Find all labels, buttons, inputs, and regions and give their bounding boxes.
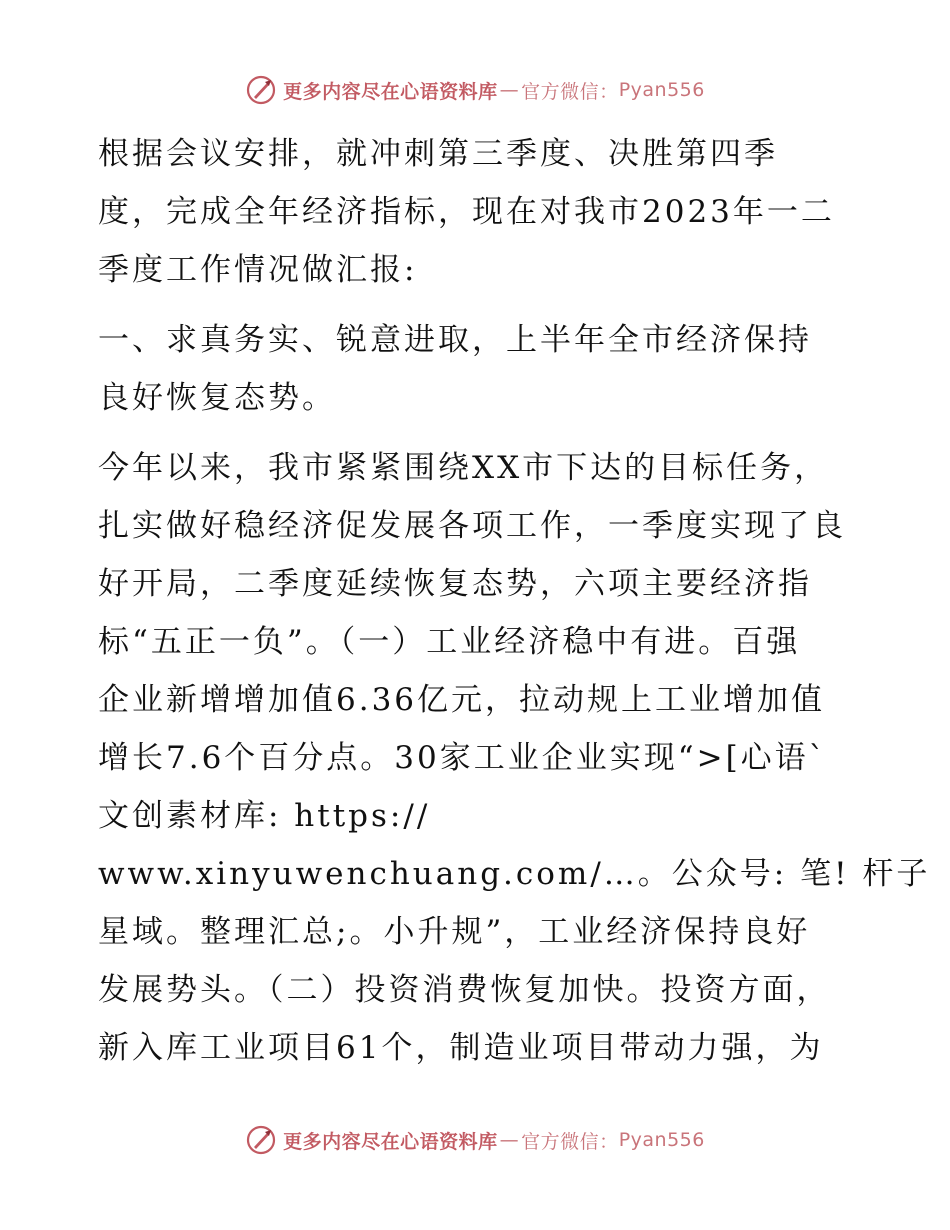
text-line: 发展势头。（二）投资消费恢复加快。投资方面， (98, 972, 831, 1008)
watermark-brand-text: 更多内容尽在心语资料库 (283, 1130, 498, 1153)
footer-watermark-banner (0, 1120, 950, 1160)
text-line: www.xinyuwenchuang.com/…。公众号: 笔! 杆子 (98, 856, 931, 892)
text-line: 标“五正一负”。（一）工业经济稳中有进。百强 (98, 624, 801, 660)
text-line: 好开局，二季度延续恢复态势，六项主要经济指 (98, 566, 812, 602)
text-line: 今年以来，我市紧紧围绕XX市下达的目标任务， (98, 450, 829, 486)
text-line: 扎实做好稳经济促发展各项工作，一季度实现了良 (98, 508, 846, 544)
watermark-contact-handle: Pyan556 (618, 79, 705, 101)
paragraph-body (98, 439, 931, 1077)
watermark-contact-label: 官方微信： (521, 1130, 619, 1153)
watermark-dash: — (499, 79, 520, 101)
text-line: 星域。整理汇总;。小升规”，工业经济保持良好 (98, 914, 811, 950)
text-line: 企业新增增加值6.36亿元，拉动规上工业增加值 (98, 682, 826, 718)
text-line: 根据会议安排，就冲刺第三季度、决胜第四季 (98, 136, 778, 172)
watermark-contact-handle: Pyan556 (618, 1129, 705, 1151)
watermark-dash: — (499, 1129, 520, 1151)
watermark-contact-label: 官方微信： (521, 80, 619, 103)
quill-logo-icon (245, 74, 277, 106)
document-body (98, 125, 931, 1077)
text-line: 增长7.6个百分点。30家工业企业实现“>[心语` (98, 740, 828, 776)
watermark-brand-text: 更多内容尽在心语资料库 (283, 80, 498, 103)
text-line: 度，完成全年经济指标，现在对我市2023年一二 (98, 194, 835, 230)
text-line: 新入库工业项目61个，制造业项目带动力强，为 (98, 1030, 824, 1066)
quill-logo-icon (245, 1124, 277, 1156)
paragraph-section-heading (98, 311, 878, 427)
text-line: 文创素材库: https:// (98, 798, 431, 834)
paragraph-intro (98, 125, 878, 299)
text-line: 季度工作情况做汇报: (98, 252, 418, 288)
text-line: 良好恢复态势。 (98, 380, 336, 416)
header-watermark-banner (0, 70, 950, 110)
text-line: 一、求真务实、锐意进取，上半年全市经济保持 (98, 322, 812, 358)
